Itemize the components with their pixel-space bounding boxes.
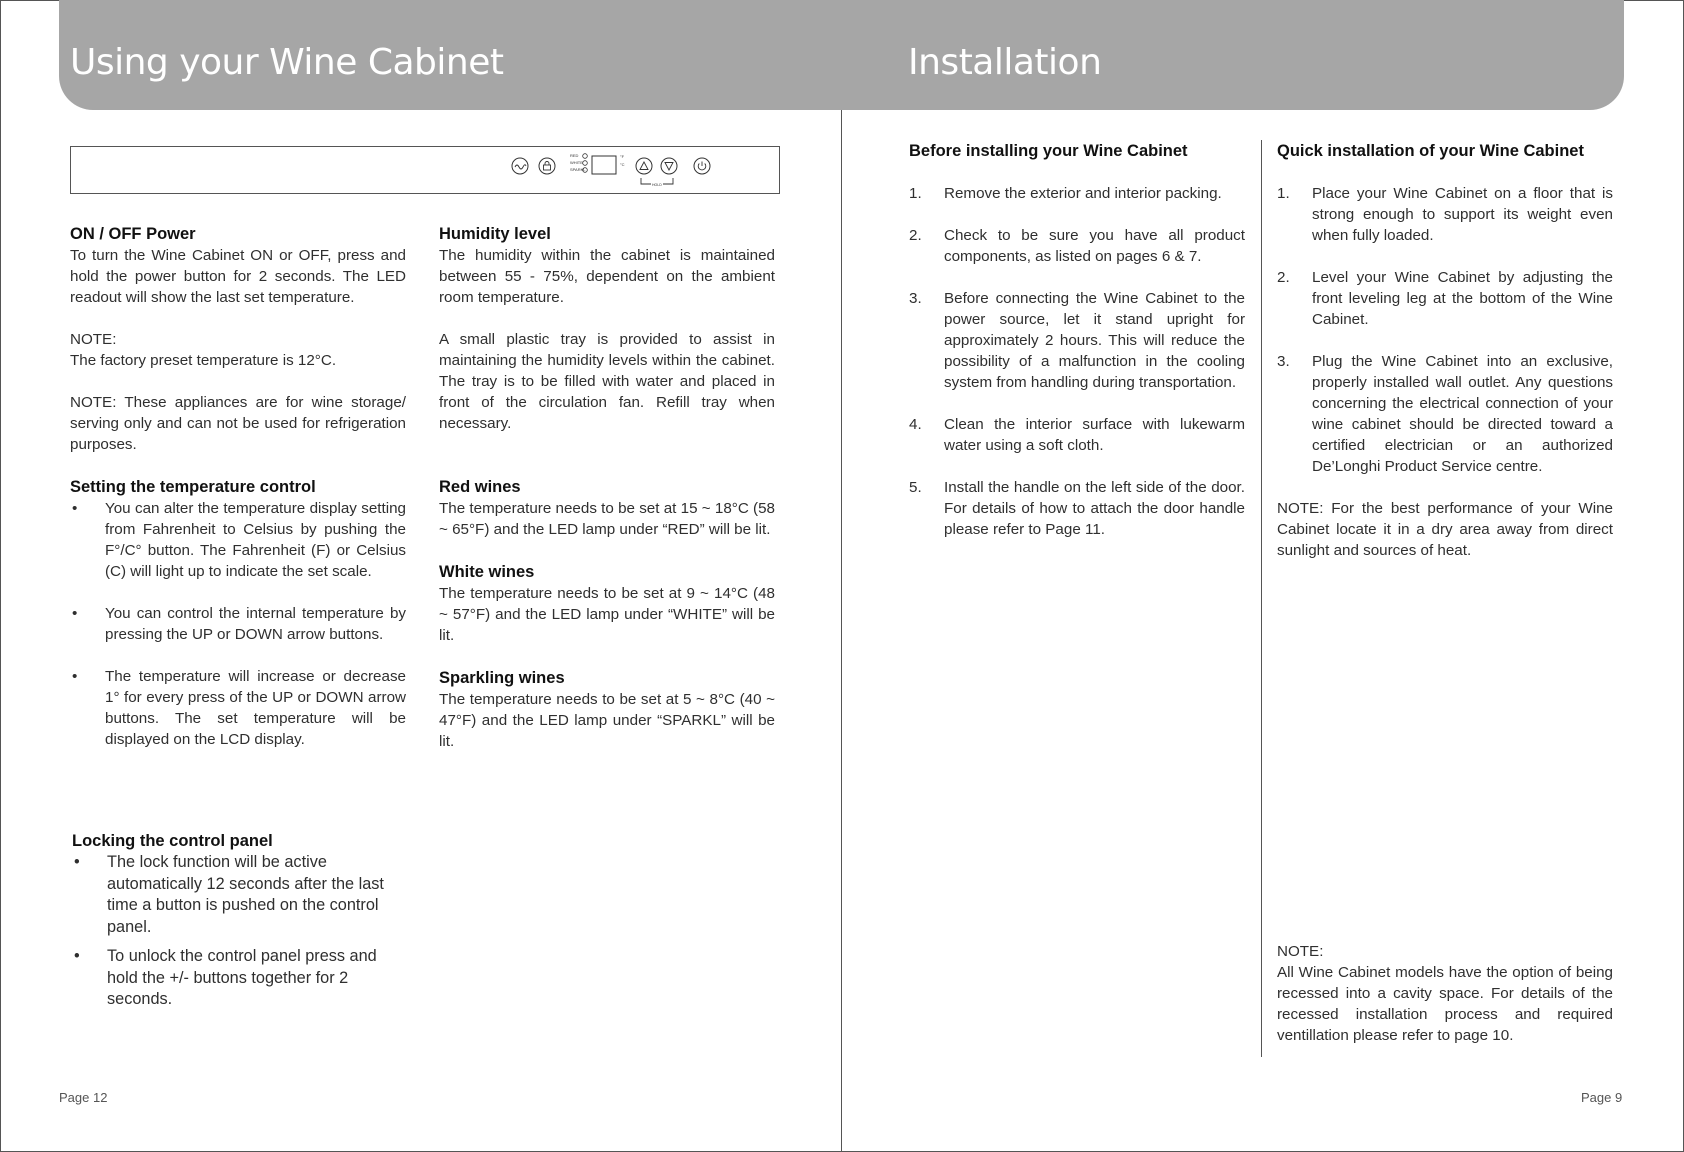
note-label: NOTE: xyxy=(70,331,117,348)
white-wines-heading: White wines xyxy=(439,563,535,581)
right-column-2 xyxy=(1277,140,1613,561)
storage-note xyxy=(70,392,406,455)
red-wines-heading: Red wines xyxy=(439,478,521,496)
left-page-title: Using your Wine Cabinet xyxy=(70,42,504,83)
storage-note-text: These appliances are for wine storage/ serving only and can not be used for refrigeration purposes. xyxy=(70,394,406,453)
item-text: Plug the Wine Cabinet into an exclusive, properly installed wall outlet. Any questions concerning the electrical connection of your wine cabinet should be directed toward a certified electrician or an authorized De’Longhi Product Service centre. xyxy=(1312,353,1613,475)
list-item: • You can alter the temperature display setting from Fahrenheit to Celsius by pushing the F°/C° button. The Fahrenheit (F) or Celsius (C) will light up to indicate the set scale. xyxy=(72,500,406,580)
power-icon xyxy=(693,157,711,175)
list-item: 2. Level your Wine Cabinet by adjusting the front leveling leg at the bottom of the Wine Cabinet. xyxy=(1277,269,1613,328)
lock-button-icon xyxy=(538,157,556,175)
on-off-heading: ON / OFF Power xyxy=(70,225,196,243)
recessed-note-text: All Wine Cabinet models have the option of being recessed into a cavity space. For details of the recessed installation process and required ventillation please refer to page 10. xyxy=(1277,964,1613,1044)
lcd-display-icon xyxy=(591,155,617,175)
quick-installation-heading: Quick installation of your Wine Cabinet xyxy=(1277,142,1584,160)
note-label: NOTE: xyxy=(1277,500,1324,517)
bullet-text: The lock function will be active automatically 12 seconds after the last time a button is pushed on the control panel. xyxy=(107,853,384,936)
bullet-text: You can alter the temperature display setting from Fahrenheit to Celsius by pushing the F°/C° button. The Fahrenheit (F) or Celsius (C) will light up to indicate the set scale. xyxy=(105,500,406,580)
placement-note xyxy=(1277,498,1613,561)
list-item: • To unlock the control panel press and hold the +/- buttons together for 2 seconds. xyxy=(74,947,377,1008)
list-item: 1. Place your Wine Cabinet on a floor that is strong enough to support its weight even when fully loaded. xyxy=(1277,185,1613,244)
down-arrow-icon xyxy=(660,157,678,175)
humidity-heading: Humidity level xyxy=(439,225,551,243)
humidity-text: The humidity within the cabinet is maintained between 55 - 75%, dependent on the ambient room temperature. xyxy=(439,247,775,306)
preset-temperature-note: The factory preset temperature is 12°C. xyxy=(70,352,337,369)
item-text: Before connecting the Wine Cabinet to the power source, let it stand upright for approximately 2 hours. This will reduce the possibility of a malfunction in the cooling system from handling during transportation. xyxy=(944,290,1245,391)
control-panel-illustration xyxy=(70,146,780,194)
red-wines-text: The temperature needs to be set at 15 ~ 18°C (58 ~ 65°F) and the LED lamp under “RED” will be lit. xyxy=(439,500,775,538)
sparkling-wines-heading: Sparkling wines xyxy=(439,669,565,687)
right-banner xyxy=(842,0,1624,110)
list-item: • The temperature will increase or decrease 1° for every press of the UP or DOWN arrow buttons. The set temperature will be displayed on the LCD display. xyxy=(72,668,406,748)
humidity-button-icon xyxy=(511,157,529,175)
sparkling-wines-text: The temperature needs to be set at 5 ~ 8°C (40 ~ 47°F) and the LED lamp under “SPARKL” will be lit. xyxy=(439,691,775,750)
placement-note-text: For the best performance of your Wine Cabinet locate it in a dry area away from direct sunlight and sources of heat. xyxy=(1277,500,1613,559)
left-column-2 xyxy=(439,223,775,752)
left-page-number: Page 12 xyxy=(59,1090,108,1105)
item-text: Clean the interior surface with lukewarm water using a soft cloth. xyxy=(944,416,1245,454)
list-item: 4. Clean the interior surface with lukewarm water using a soft cloth. xyxy=(909,416,1245,454)
list-item: 3. Before connecting the Wine Cabinet to the power source, let it stand upright for approximately 2 hours. This will reduce the possibility of a malfunction in the cooling system from handling during transportation. xyxy=(909,290,1245,391)
bullet-text: You can control the internal temperature by pressing the UP or DOWN arrow buttons. xyxy=(105,605,406,643)
on-off-text: To turn the Wine Cabinet ON or OFF, press and hold the power button for 2 seconds. The LED readout will show the last set temperature. xyxy=(70,247,406,306)
led-label-red: RED xyxy=(570,153,579,158)
column-divider xyxy=(1261,140,1262,1057)
white-wines-text: The temperature needs to be set at 9 ~ 14°C (48 ~ 57°F) and the LED lamp under “WHITE” will be lit. xyxy=(439,585,775,644)
bullet-text: The temperature will increase or decrease 1° for every press of the UP or DOWN arrow buttons. The set temperature will be displayed on the LCD display. xyxy=(105,668,406,748)
led-label-white: WHITE xyxy=(570,160,583,165)
left-column-1 xyxy=(70,223,406,750)
temperature-control-heading: Setting the temperature control xyxy=(70,478,316,496)
list-item: • You can control the internal temperature by pressing the UP or DOWN arrow buttons. xyxy=(72,605,406,643)
item-text: Remove the exterior and interior packing. xyxy=(944,185,1222,202)
recessed-note xyxy=(1277,941,1613,1046)
spread-divider xyxy=(841,0,842,1152)
list-item: 1. Remove the exterior and interior packing. xyxy=(909,185,1222,202)
item-text: Place your Wine Cabinet on a floor that is strong enough to support its weight even when fully loaded. xyxy=(1312,185,1613,244)
item-text: Level your Wine Cabinet by adjusting the front leveling leg at the bottom of the Wine Cabinet. xyxy=(1312,269,1613,328)
locking-heading: Locking the control panel xyxy=(72,832,273,850)
up-arrow-icon xyxy=(635,157,653,175)
list-item: 5. Install the handle on the left side of the door. For details of how to attach the door handle please refer to Page 11. xyxy=(909,479,1245,538)
humidity-tray-text: A small plastic tray is provided to assist in maintaining the humidity levels within the cabinet. The tray is to be filled with water and placed in front of the circulation fan. Refill tray when necessary. xyxy=(439,331,775,432)
list-item: 3. Plug the Wine Cabinet into an exclusive, properly installed wall outlet. Any questions concerning the electrical connection of your wine cabinet should be directed toward a certified electrician or an authorized De’Longhi Product Service centre. xyxy=(1277,353,1613,475)
right-column-1 xyxy=(909,140,1245,540)
note-label: NOTE: xyxy=(70,394,117,411)
hold-label: HOLD xyxy=(652,183,662,187)
item-text: Check to be sure you have all product components, as listed on pages 6 & 7. xyxy=(944,227,1245,265)
led-label-sparkl: SPARKL xyxy=(570,167,586,172)
fahrenheit-label: °F xyxy=(620,154,625,159)
bullet-text: To unlock the control panel press and hold the +/- buttons together for 2 seconds. xyxy=(107,947,377,1008)
celsius-label: °C xyxy=(620,162,625,167)
before-installing-heading: Before installing your Wine Cabinet xyxy=(909,142,1188,160)
list-item: • The lock function will be active automatically 12 seconds after the last time a button is pushed on the control panel. xyxy=(74,853,384,936)
right-page-number: Page 9 xyxy=(1581,1090,1623,1105)
list-item: 2. Check to be sure you have all product components, as listed on pages 6 & 7. xyxy=(909,227,1245,265)
led-lamps xyxy=(581,152,589,174)
item-text: Install the handle on the left side of the door. For details of how to attach the door handle please refer to Page 11. xyxy=(944,479,1245,538)
left-banner xyxy=(59,0,842,110)
scale-labels xyxy=(620,153,625,169)
note-label: NOTE: xyxy=(1277,943,1324,960)
locking-section xyxy=(72,830,406,1011)
right-page-title: Installation xyxy=(908,42,1102,83)
